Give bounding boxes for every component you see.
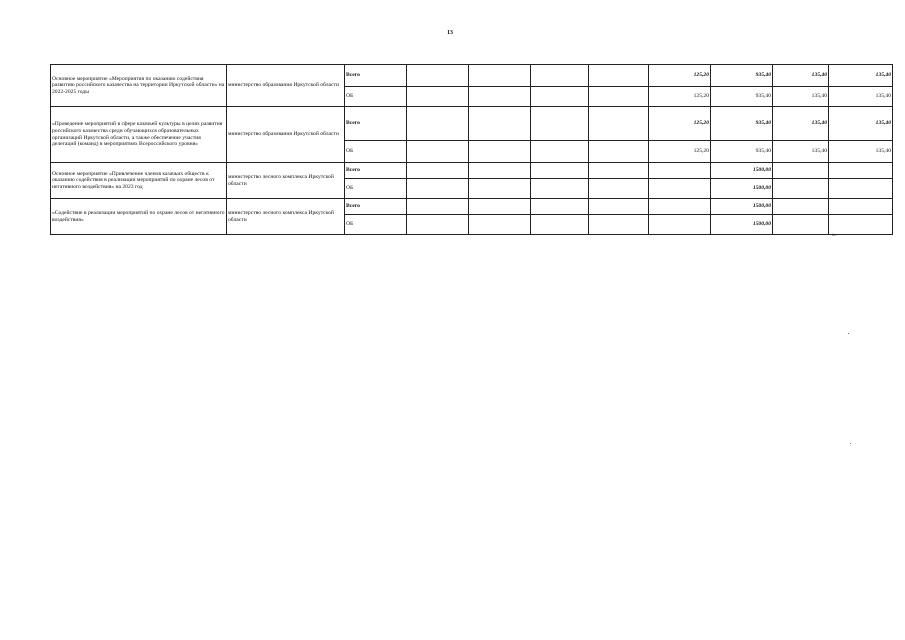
- event-name-cell: Основное мероприятие «Мероприятия по оказанию содействия развитию российского казачества на территории Иркутской области» на 2022-2025 годы: [51, 65, 227, 107]
- total-value-cell: [829, 199, 893, 215]
- total-value-cell: [531, 199, 589, 215]
- total-value-cell: 135,40: [773, 65, 829, 87]
- total-value-cell: 935,40: [711, 107, 773, 141]
- funding-source-ob: ОБ: [345, 87, 407, 107]
- scan-speck: [848, 333, 849, 334]
- ob-value-cell: [407, 141, 469, 163]
- event-name-cell: «Содействие в реализации мероприятий по охране лесов от негативного воздействия»: [51, 199, 227, 235]
- total-value-cell: [773, 163, 829, 179]
- scan-speck: [850, 443, 851, 444]
- total-value-cell: [469, 199, 531, 215]
- closing-quote-mark: ».: [832, 232, 837, 238]
- funding-source-ob: ОБ: [345, 215, 407, 235]
- ob-value-cell: 1500,00: [711, 215, 773, 235]
- funding-source-ob: ОБ: [345, 141, 407, 163]
- total-value-cell: 935,40: [711, 65, 773, 87]
- ob-value-cell: [469, 215, 531, 235]
- executor-cell: министерство лесного комплекса Иркутской области: [227, 163, 345, 199]
- funding-source-total: Всего: [345, 107, 407, 141]
- page-number: 13: [447, 30, 453, 36]
- ob-value-cell: [829, 179, 893, 199]
- total-value-cell: [531, 163, 589, 179]
- ob-value-cell: [589, 87, 649, 107]
- total-value-cell: 135,40: [773, 107, 829, 141]
- ob-value-cell: 935,40: [711, 87, 773, 107]
- ob-value-cell: [469, 141, 531, 163]
- ob-value-cell: 935,40: [711, 141, 773, 163]
- ob-value-cell: 135,40: [829, 87, 893, 107]
- table-row: [51, 107, 893, 141]
- ob-value-cell: 125,20: [649, 87, 711, 107]
- executor-cell: министерство образования Иркутской области: [227, 107, 345, 163]
- ob-value-cell: [407, 87, 469, 107]
- ob-value-cell: [773, 215, 829, 235]
- funding-source-ob: ОБ: [345, 179, 407, 199]
- total-value-cell: [773, 199, 829, 215]
- total-value-cell: [469, 65, 531, 87]
- total-value-cell: [407, 163, 469, 179]
- ob-value-cell: [531, 215, 589, 235]
- funding-source-total: Всего: [345, 65, 407, 87]
- ob-value-cell: [531, 87, 589, 107]
- total-value-cell: [649, 199, 711, 215]
- ob-value-cell: [829, 215, 893, 235]
- ob-value-cell: 125,20: [649, 141, 711, 163]
- ob-value-cell: 1500,00: [711, 179, 773, 199]
- funding-source-total: Всего: [345, 163, 407, 179]
- ob-value-cell: [531, 179, 589, 199]
- program-table: [50, 64, 893, 235]
- total-value-cell: [589, 65, 649, 87]
- total-value-cell: [531, 65, 589, 87]
- total-value-cell: 1500,00: [711, 163, 773, 179]
- table-row: [51, 199, 893, 215]
- table-row: [51, 163, 893, 179]
- event-name-cell: «Проведение мероприятий в сфере казачьей культуры в целях развития российского казачества среди обучающихся образовательных организаций Иркутской области, а также обеспечение участия делегаций (команд) в мероприятиях Всероссийского уровня»: [51, 107, 227, 163]
- total-value-cell: [589, 199, 649, 215]
- total-value-cell: [531, 107, 589, 141]
- total-value-cell: 1500,00: [711, 199, 773, 215]
- total-value-cell: [589, 107, 649, 141]
- total-value-cell: [407, 65, 469, 87]
- funding-source-total: Всего: [345, 199, 407, 215]
- event-name-cell: Основное мероприятие «Привлечение членов казачьих обществ к оказанию содействия в реализации мероприятий по охране лесов от негативного воздействия» на 2023 год: [51, 163, 227, 199]
- total-value-cell: 135,40: [829, 107, 893, 141]
- ob-value-cell: [649, 179, 711, 199]
- executor-cell: министерство лесного комплекса Иркутской области: [227, 199, 345, 235]
- ob-value-cell: 135,40: [773, 87, 829, 107]
- ob-value-cell: 135,40: [773, 141, 829, 163]
- table-row: [51, 65, 893, 87]
- total-value-cell: [649, 163, 711, 179]
- ob-value-cell: 135,40: [829, 141, 893, 163]
- executor-cell: министерство образования Иркутской области: [227, 65, 345, 107]
- ob-value-cell: [589, 141, 649, 163]
- total-value-cell: 125,20: [649, 65, 711, 87]
- total-value-cell: 135,40: [829, 65, 893, 87]
- ob-value-cell: [407, 215, 469, 235]
- ob-value-cell: [649, 215, 711, 235]
- total-value-cell: [589, 163, 649, 179]
- ob-value-cell: [469, 179, 531, 199]
- ob-value-cell: [407, 179, 469, 199]
- ob-value-cell: [589, 215, 649, 235]
- total-value-cell: [407, 199, 469, 215]
- total-value-cell: [469, 163, 531, 179]
- total-value-cell: [469, 107, 531, 141]
- total-value-cell: 125,20: [649, 107, 711, 141]
- ob-value-cell: [531, 141, 589, 163]
- ob-value-cell: [469, 87, 531, 107]
- ob-value-cell: [773, 179, 829, 199]
- ob-value-cell: [589, 179, 649, 199]
- total-value-cell: [829, 163, 893, 179]
- total-value-cell: [407, 107, 469, 141]
